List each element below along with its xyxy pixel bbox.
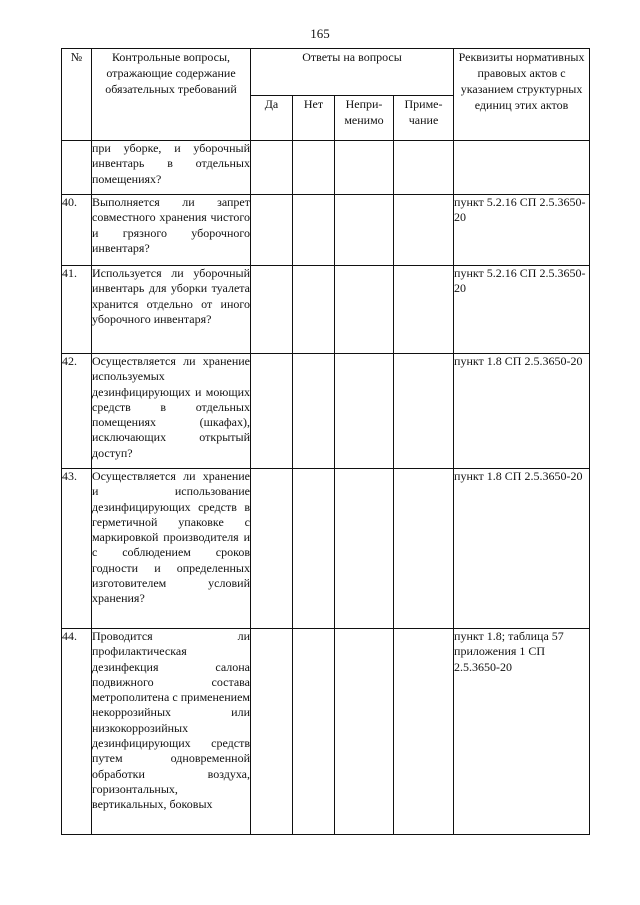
row-question: Выполняется ли запрет совместного хранения чистого и грязного уборочного инвентаря? — [92, 195, 251, 266]
answer-yes-cell[interactable] — [251, 354, 293, 469]
answer-no-cell[interactable] — [293, 629, 335, 835]
answer-not-applicable-cell[interactable] — [335, 354, 394, 469]
answer-no-cell[interactable] — [293, 195, 335, 266]
answer-note-cell[interactable] — [394, 354, 454, 469]
row-requisites — [454, 141, 590, 195]
table-row — [62, 629, 590, 835]
column-header-not-applicable: Непри- менимо — [335, 96, 394, 141]
row-number: 43. — [62, 469, 92, 629]
table-row — [62, 195, 590, 266]
answer-no-cell[interactable] — [293, 141, 335, 195]
column-header-question: Контрольные вопросы, отражающие содержание обязательных требований — [92, 49, 251, 141]
row-requisites: пункт 5.2.16 СП 2.5.3650-20 — [454, 266, 590, 354]
answer-not-applicable-cell[interactable] — [335, 195, 394, 266]
row-question: Осуществляется ли хранение и использование дезинфицирующих средств в герметичной упаковке с маркировкой производителя и с соблюдением сроков годности и определенных изготовителем условий хранения? — [92, 469, 251, 629]
column-header-note: Приме- чание — [394, 96, 454, 141]
answer-note-cell[interactable] — [394, 469, 454, 629]
row-number: 41. — [62, 266, 92, 354]
answer-yes-cell[interactable] — [251, 195, 293, 266]
answer-note-cell[interactable] — [394, 141, 454, 195]
page-number: 165 — [310, 26, 330, 41]
answer-not-applicable-cell[interactable] — [335, 141, 394, 195]
checklist-table — [61, 48, 590, 835]
answer-yes-cell[interactable] — [251, 266, 293, 354]
answer-yes-cell[interactable] — [251, 141, 293, 195]
answer-not-applicable-cell[interactable] — [335, 266, 394, 354]
column-header-requisites: Реквизиты нормативных правовых актов с указанием структурных единиц этих актов — [454, 49, 590, 141]
table-row — [62, 141, 590, 195]
row-number: 42. — [62, 354, 92, 469]
answer-note-cell[interactable] — [394, 195, 454, 266]
row-requisites: пункт 1.8; таблица 57 приложения 1 СП 2.5.3650-20 — [454, 629, 590, 835]
row-requisites: пункт 1.8 СП 2.5.3650-20 — [454, 354, 590, 469]
answer-not-applicable-cell[interactable] — [335, 629, 394, 835]
row-question: при уборке, и уборочный инвентарь в отдельных помещениях? — [92, 141, 251, 195]
answer-no-cell[interactable] — [293, 266, 335, 354]
column-header-yes: Да — [251, 96, 293, 141]
row-question: Осуществляется ли хранение используемых дезинфицирующих и моющих средств в отдельных помещениях (шкафах), исключающих открытый доступ? — [92, 354, 251, 469]
header-row — [62, 49, 590, 96]
row-requisites: пункт 5.2.16 СП 2.5.3650-20 — [454, 195, 590, 266]
row-question: Используется ли уборочный инвентарь для уборки туалета хранится отдельно от иного уборочного инвентаря? — [92, 266, 251, 354]
row-number: 44. — [62, 629, 92, 835]
answer-no-cell[interactable] — [293, 354, 335, 469]
answer-yes-cell[interactable] — [251, 469, 293, 629]
answer-note-cell[interactable] — [394, 266, 454, 354]
answer-not-applicable-cell[interactable] — [335, 469, 394, 629]
column-header-no: Нет — [293, 96, 335, 141]
answer-yes-cell[interactable] — [251, 629, 293, 835]
column-header-answers: Ответы на вопросы — [251, 49, 454, 96]
answer-note-cell[interactable] — [394, 629, 454, 835]
row-question: Проводится ли профилактическая дезинфекция салона подвижного состава метрополитена с применением некоррозийных или низкокоррозийных дезинфицирующих средств путем одновременной обработки воздуха, горизонтальных, вертикальных, боковых — [92, 629, 251, 835]
table-row — [62, 469, 590, 629]
table-row — [62, 354, 590, 469]
answer-no-cell[interactable] — [293, 469, 335, 629]
row-number — [62, 141, 92, 195]
row-number: 40. — [62, 195, 92, 266]
column-header-number: № — [62, 49, 92, 141]
row-requisites: пункт 1.8 СП 2.5.3650-20 — [454, 469, 590, 629]
table-row — [62, 266, 590, 354]
